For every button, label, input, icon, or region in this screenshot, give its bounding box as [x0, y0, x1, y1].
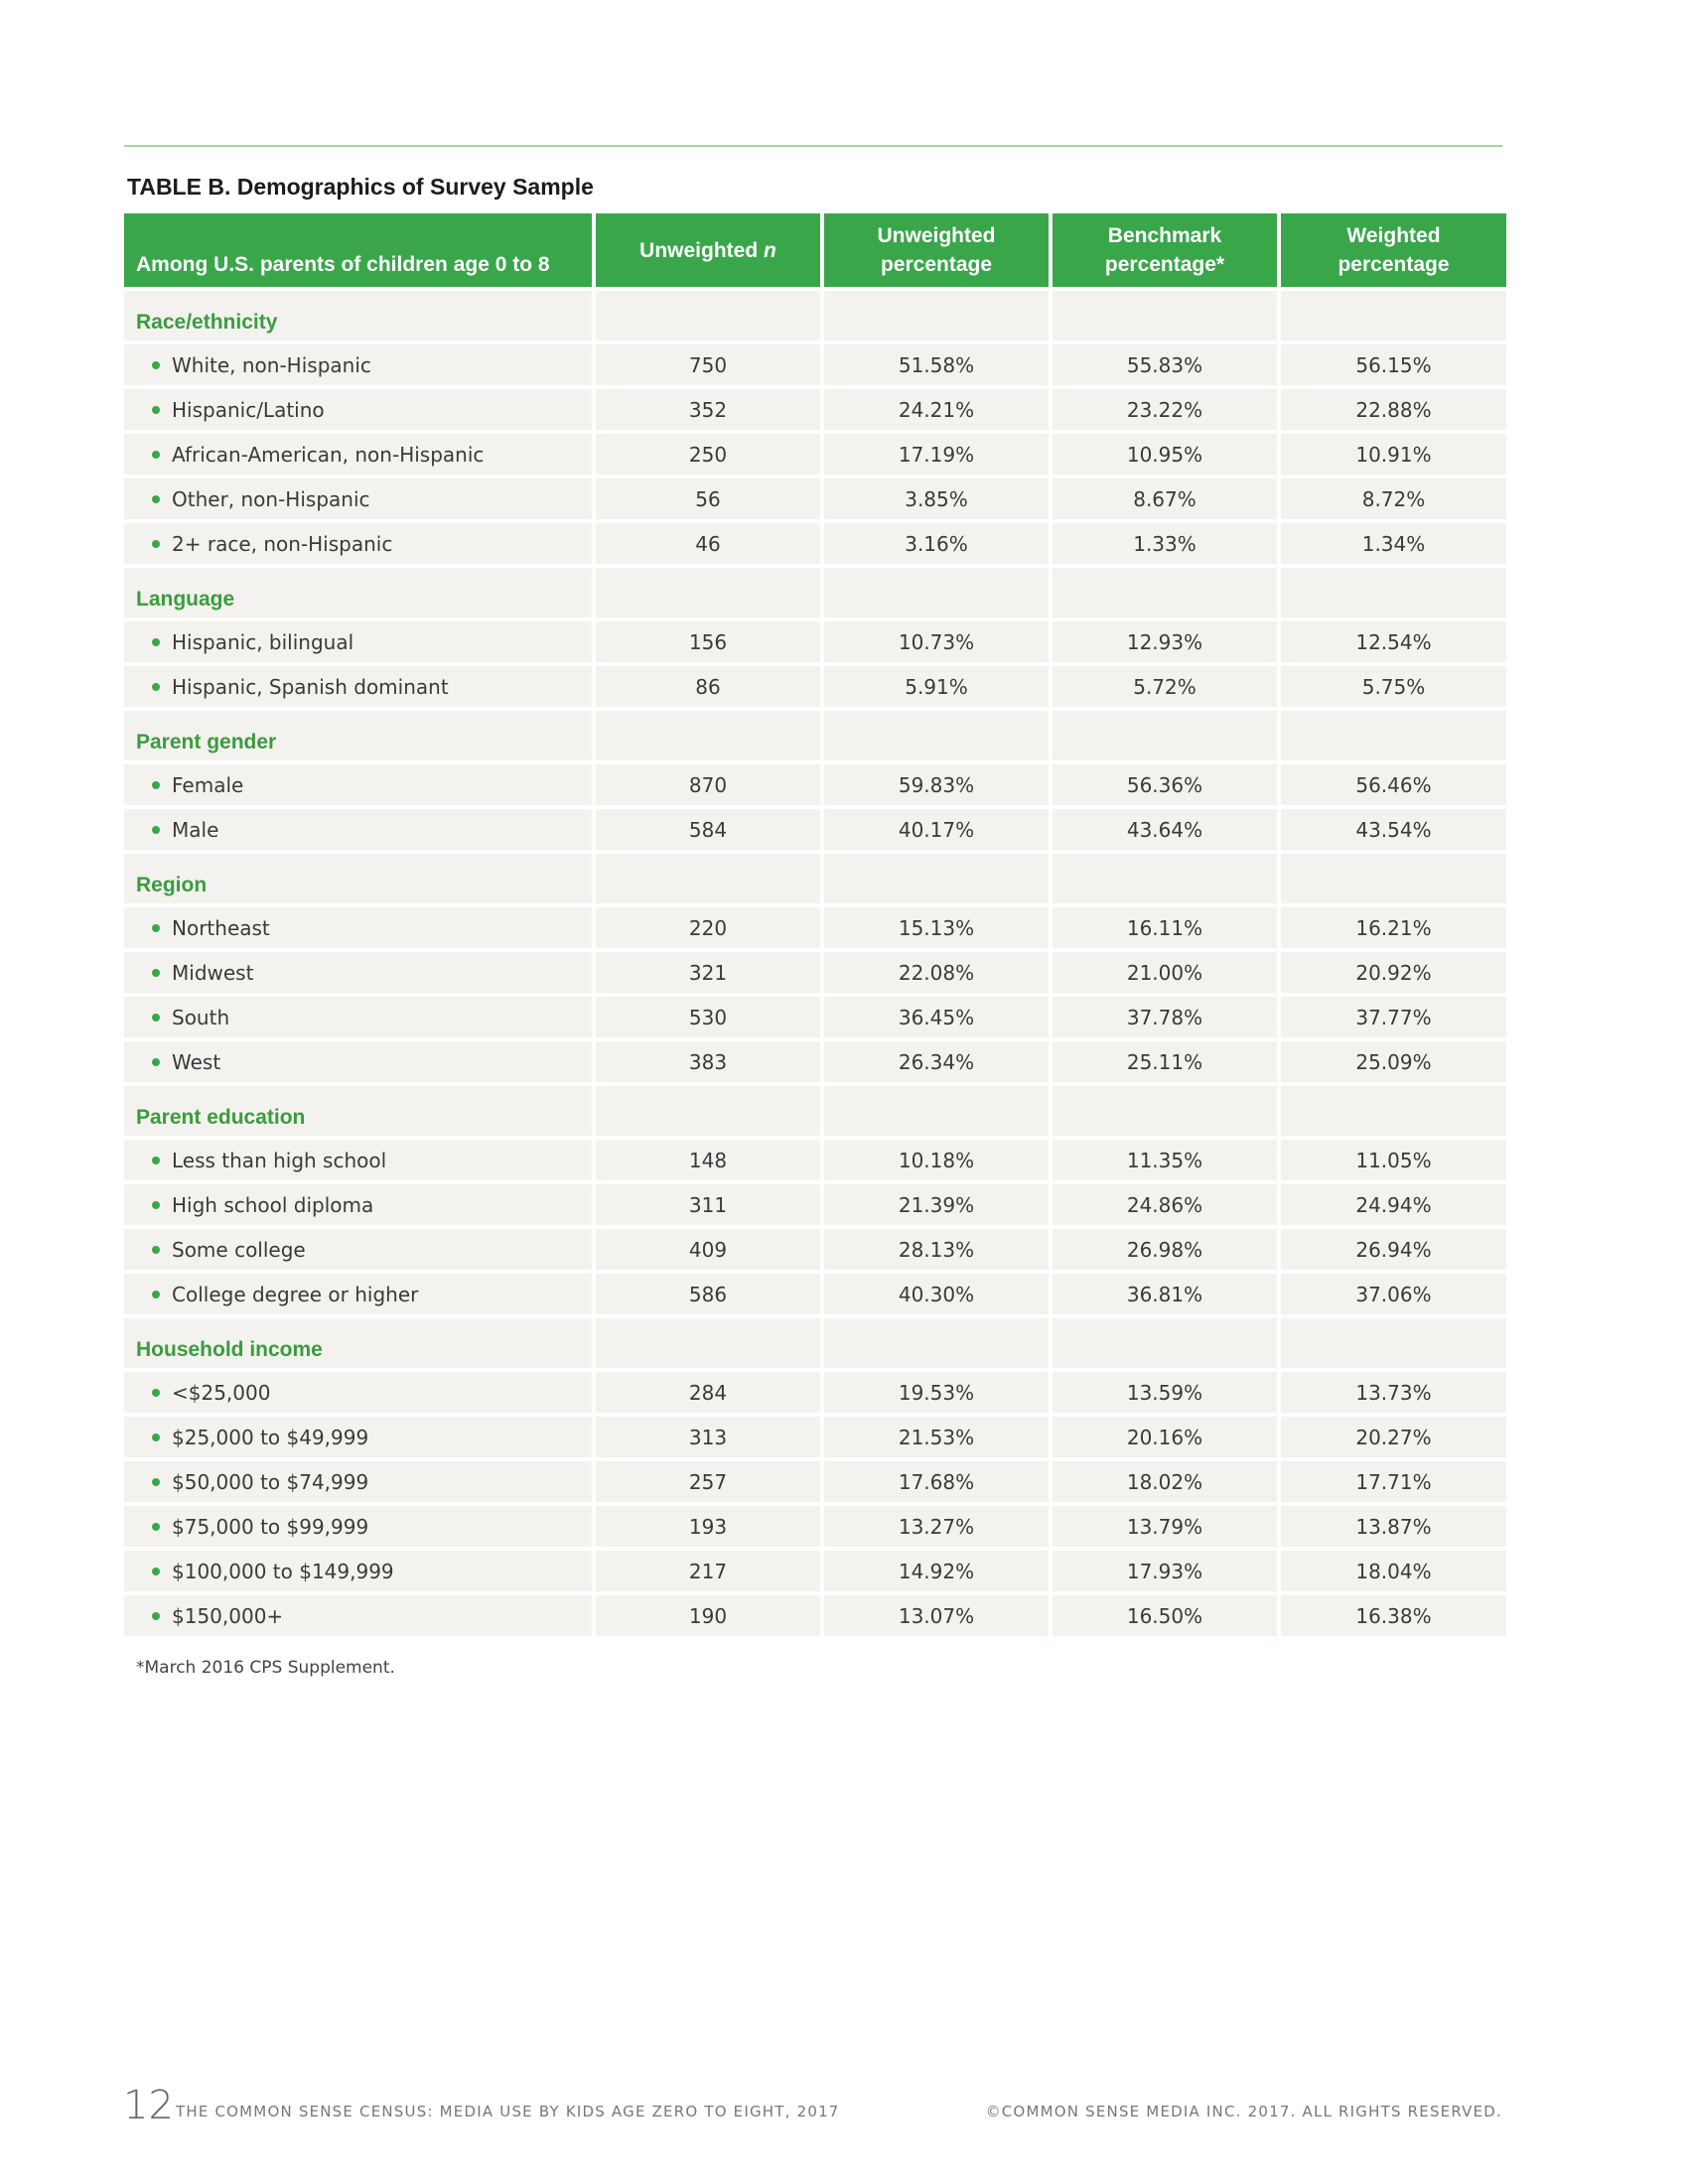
cell-unweighted-n: 352	[596, 389, 820, 430]
row-label-text: College degree or higher	[172, 1282, 419, 1306]
bullet-icon	[152, 924, 160, 932]
row-label-text: Midwest	[172, 960, 254, 985]
cell-unweighted-percentage: 17.68%	[824, 1461, 1049, 1502]
cell-weighted-percentage: 11.05%	[1281, 1140, 1506, 1180]
row-label	[124, 1551, 592, 1591]
section-blank-cell	[824, 854, 1049, 903]
page-number: 12	[123, 2083, 174, 2128]
section-blank-cell	[1281, 854, 1506, 903]
section-title: Region	[124, 854, 592, 903]
cell-benchmark-percentage: 13.79%	[1053, 1506, 1277, 1547]
cell-benchmark-percentage: 1.33%	[1053, 523, 1277, 564]
row-label-text: Other, non-Hispanic	[172, 486, 370, 511]
section-title: Language	[124, 568, 592, 617]
cell-unweighted-percentage: 40.30%	[824, 1274, 1049, 1314]
cell-unweighted-percentage: 40.17%	[824, 809, 1049, 850]
cell-weighted-percentage: 10.91%	[1281, 434, 1506, 475]
cell-benchmark-percentage: 17.93%	[1053, 1551, 1277, 1591]
cell-weighted-percentage: 56.15%	[1281, 344, 1506, 385]
header-unweighted-percentage: Unweighted percentage	[824, 213, 1049, 287]
row-label	[124, 1595, 592, 1636]
section-blank-cell	[1053, 568, 1277, 617]
cell-weighted-percentage: 24.94%	[1281, 1184, 1506, 1225]
row-label-text: African-American, non-Hispanic	[172, 442, 485, 467]
row-label	[124, 1417, 592, 1457]
copyright: ©COMMON SENSE MEDIA INC. 2017. ALL RIGHTS RESERVED.	[985, 2103, 1502, 2120]
top-rule	[124, 145, 1502, 147]
cell-benchmark-percentage: 24.86%	[1053, 1184, 1277, 1225]
cell-unweighted-percentage: 14.92%	[824, 1551, 1049, 1591]
cell-weighted-percentage: 16.38%	[1281, 1595, 1506, 1636]
cell-weighted-percentage: 20.92%	[1281, 952, 1506, 993]
row-label	[124, 809, 592, 850]
row-label-text: Female	[172, 772, 244, 797]
row-label	[124, 1461, 592, 1502]
header-unweighted-n: Unweighted n	[596, 213, 820, 287]
cell-unweighted-n: 313	[596, 1417, 820, 1457]
bullet-icon	[152, 1433, 160, 1441]
bullet-icon	[152, 1246, 160, 1254]
cell-benchmark-percentage: 16.50%	[1053, 1595, 1277, 1636]
cell-unweighted-n: 190	[596, 1595, 820, 1636]
cell-benchmark-percentage: 5.72%	[1053, 666, 1277, 707]
cell-benchmark-percentage: 21.00%	[1053, 952, 1277, 993]
section-blank-cell	[1281, 568, 1506, 617]
cell-unweighted-percentage: 26.34%	[824, 1041, 1049, 1082]
cell-unweighted-percentage: 3.85%	[824, 478, 1049, 519]
row-label-text: Hispanic/Latino	[172, 397, 325, 422]
cell-benchmark-percentage: 43.64%	[1053, 809, 1277, 850]
cell-unweighted-percentage: 22.08%	[824, 952, 1049, 993]
cell-unweighted-n: 584	[596, 809, 820, 850]
cell-benchmark-percentage: 11.35%	[1053, 1140, 1277, 1180]
cell-weighted-percentage: 8.72%	[1281, 478, 1506, 519]
section-blank-cell	[1281, 1086, 1506, 1136]
cell-unweighted-n: 257	[596, 1461, 820, 1502]
bullet-icon	[152, 638, 160, 646]
cell-benchmark-percentage: 8.67%	[1053, 478, 1277, 519]
row-label-text: Some college	[172, 1237, 306, 1262]
cell-unweighted-percentage: 17.19%	[824, 434, 1049, 475]
bullet-icon	[152, 451, 160, 459]
cell-unweighted-percentage: 24.21%	[824, 389, 1049, 430]
cell-unweighted-n: 220	[596, 907, 820, 948]
cell-unweighted-n: 56	[596, 478, 820, 519]
cell-unweighted-n: 750	[596, 344, 820, 385]
cell-unweighted-n: 86	[596, 666, 820, 707]
row-label	[124, 1506, 592, 1547]
cell-weighted-percentage: 18.04%	[1281, 1551, 1506, 1591]
row-label	[124, 389, 592, 430]
cell-weighted-percentage: 25.09%	[1281, 1041, 1506, 1082]
cell-benchmark-percentage: 12.93%	[1053, 621, 1277, 662]
cell-weighted-percentage: 37.06%	[1281, 1274, 1506, 1314]
cell-unweighted-percentage: 21.39%	[824, 1184, 1049, 1225]
bullet-icon	[152, 1523, 160, 1531]
cell-weighted-percentage: 16.21%	[1281, 907, 1506, 948]
cell-unweighted-n: 156	[596, 621, 820, 662]
row-label-text: White, non-Hispanic	[172, 352, 371, 377]
cell-unweighted-n: 383	[596, 1041, 820, 1082]
bullet-icon	[152, 1014, 160, 1022]
section-blank-cell	[1053, 291, 1277, 341]
section-blank-cell	[596, 1086, 820, 1136]
cell-unweighted-percentage: 13.27%	[824, 1506, 1049, 1547]
cell-benchmark-percentage: 25.11%	[1053, 1041, 1277, 1082]
section-blank-cell	[596, 568, 820, 617]
section-blank-cell	[1053, 854, 1277, 903]
section-title: Household income	[124, 1318, 592, 1368]
header-benchmark-percentage: Benchmark percentage*	[1053, 213, 1277, 287]
section-blank-cell	[596, 854, 820, 903]
cell-unweighted-n: 321	[596, 952, 820, 993]
row-label	[124, 1229, 592, 1270]
bullet-icon	[152, 1612, 160, 1620]
bullet-icon	[152, 781, 160, 789]
bullet-icon	[152, 406, 160, 414]
row-label-text: South	[172, 1005, 230, 1029]
cell-unweighted-n: 250	[596, 434, 820, 475]
row-label	[124, 1372, 592, 1413]
header-weighted-percentage: Weighted percentage	[1281, 213, 1506, 287]
bullet-icon	[152, 969, 160, 977]
cell-weighted-percentage: 22.88%	[1281, 389, 1506, 430]
row-label	[124, 523, 592, 564]
row-label-text: Northeast	[172, 915, 270, 940]
row-label	[124, 1184, 592, 1225]
section-title: Race/ethnicity	[124, 291, 592, 341]
row-label	[124, 952, 592, 993]
cell-unweighted-percentage: 10.73%	[824, 621, 1049, 662]
cell-benchmark-percentage: 23.22%	[1053, 389, 1277, 430]
table-title: TABLE B. Demographics of Survey Sample	[127, 174, 594, 200]
cell-benchmark-percentage: 37.78%	[1053, 997, 1277, 1037]
cell-unweighted-n: 870	[596, 764, 820, 805]
cell-unweighted-percentage: 36.45%	[824, 997, 1049, 1037]
row-label-text: 2+ race, non-Hispanic	[172, 531, 393, 556]
cell-benchmark-percentage: 26.98%	[1053, 1229, 1277, 1270]
cell-unweighted-percentage: 15.13%	[824, 907, 1049, 948]
row-label-text: $150,000+	[172, 1603, 284, 1628]
cell-weighted-percentage: 13.87%	[1281, 1506, 1506, 1547]
running-title: THE COMMON SENSE CENSUS: MEDIA USE BY KIDS AGE ZERO TO EIGHT, 2017	[176, 2103, 840, 2120]
section-blank-cell	[1281, 711, 1506, 760]
cell-benchmark-percentage: 20.16%	[1053, 1417, 1277, 1457]
row-label	[124, 1041, 592, 1082]
cell-benchmark-percentage: 16.11%	[1053, 907, 1277, 948]
bullet-icon	[152, 1201, 160, 1209]
bullet-icon	[152, 1157, 160, 1164]
cell-benchmark-percentage: 10.95%	[1053, 434, 1277, 475]
row-label-text: Less than high school	[172, 1148, 387, 1172]
cell-unweighted-percentage: 19.53%	[824, 1372, 1049, 1413]
cell-unweighted-percentage: 21.53%	[824, 1417, 1049, 1457]
cell-weighted-percentage: 26.94%	[1281, 1229, 1506, 1270]
section-blank-cell	[824, 1318, 1049, 1368]
cell-weighted-percentage: 56.46%	[1281, 764, 1506, 805]
section-blank-cell	[1053, 1318, 1277, 1368]
header-group: Among U.S. parents of children age 0 to 8	[124, 213, 592, 287]
section-blank-cell	[824, 568, 1049, 617]
row-label-text: Hispanic, Spanish dominant	[172, 674, 449, 699]
section-blank-cell	[824, 291, 1049, 341]
section-blank-cell	[1053, 1086, 1277, 1136]
section-title: Parent education	[124, 1086, 592, 1136]
cell-unweighted-n: 311	[596, 1184, 820, 1225]
bullet-icon	[152, 540, 160, 548]
row-label	[124, 907, 592, 948]
cell-weighted-percentage: 12.54%	[1281, 621, 1506, 662]
cell-unweighted-n: 284	[596, 1372, 820, 1413]
cell-unweighted-percentage: 51.58%	[824, 344, 1049, 385]
row-label-text: Male	[172, 817, 219, 842]
cell-weighted-percentage: 5.75%	[1281, 666, 1506, 707]
row-label	[124, 434, 592, 475]
cell-benchmark-percentage: 36.81%	[1053, 1274, 1277, 1314]
row-label	[124, 764, 592, 805]
row-label	[124, 344, 592, 385]
table-footnote: *March 2016 CPS Supplement.	[136, 1658, 395, 1678]
bullet-icon	[152, 495, 160, 503]
row-label	[124, 1140, 592, 1180]
cell-unweighted-percentage: 5.91%	[824, 666, 1049, 707]
row-label-text: West	[172, 1049, 221, 1074]
cell-unweighted-percentage: 59.83%	[824, 764, 1049, 805]
cell-unweighted-n: 148	[596, 1140, 820, 1180]
cell-unweighted-n: 586	[596, 1274, 820, 1314]
section-blank-cell	[824, 711, 1049, 760]
cell-weighted-percentage: 1.34%	[1281, 523, 1506, 564]
section-blank-cell	[596, 711, 820, 760]
section-blank-cell	[1053, 711, 1277, 760]
row-label-text: $25,000 to $49,999	[172, 1425, 369, 1449]
section-blank-cell	[596, 291, 820, 341]
bullet-icon	[152, 1389, 160, 1397]
bullet-icon	[152, 683, 160, 691]
section-title: Parent gender	[124, 711, 592, 760]
cell-unweighted-percentage: 3.16%	[824, 523, 1049, 564]
section-blank-cell	[1281, 291, 1506, 341]
cell-benchmark-percentage: 55.83%	[1053, 344, 1277, 385]
bullet-icon	[152, 826, 160, 834]
cell-weighted-percentage: 43.54%	[1281, 809, 1506, 850]
cell-benchmark-percentage: 18.02%	[1053, 1461, 1277, 1502]
cell-unweighted-n: 217	[596, 1551, 820, 1591]
section-blank-cell	[596, 1318, 820, 1368]
row-label	[124, 666, 592, 707]
row-label-text: High school diploma	[172, 1192, 374, 1217]
cell-benchmark-percentage: 13.59%	[1053, 1372, 1277, 1413]
cell-benchmark-percentage: 56.36%	[1053, 764, 1277, 805]
row-label-text: <$25,000	[172, 1380, 271, 1405]
cell-unweighted-n: 193	[596, 1506, 820, 1547]
row-label-text: Hispanic, bilingual	[172, 629, 354, 654]
section-blank-cell	[824, 1086, 1049, 1136]
row-label-text: $100,000 to $149,999	[172, 1559, 394, 1583]
cell-unweighted-n: 46	[596, 523, 820, 564]
section-blank-cell	[1281, 1318, 1506, 1368]
row-label	[124, 478, 592, 519]
cell-unweighted-percentage: 28.13%	[824, 1229, 1049, 1270]
bullet-icon	[152, 1568, 160, 1575]
bullet-icon	[152, 361, 160, 369]
cell-unweighted-n: 409	[596, 1229, 820, 1270]
cell-unweighted-n: 530	[596, 997, 820, 1037]
bullet-icon	[152, 1478, 160, 1486]
row-label	[124, 997, 592, 1037]
row-label	[124, 621, 592, 662]
cell-unweighted-percentage: 13.07%	[824, 1595, 1049, 1636]
cell-unweighted-percentage: 10.18%	[824, 1140, 1049, 1180]
row-label-text: $50,000 to $74,999	[172, 1469, 369, 1494]
cell-weighted-percentage: 17.71%	[1281, 1461, 1506, 1502]
cell-weighted-percentage: 20.27%	[1281, 1417, 1506, 1457]
demographics-table	[124, 213, 1502, 1636]
bullet-icon	[152, 1058, 160, 1066]
row-label	[124, 1274, 592, 1314]
row-label-text: $75,000 to $99,999	[172, 1514, 369, 1539]
bullet-icon	[152, 1291, 160, 1298]
cell-weighted-percentage: 13.73%	[1281, 1372, 1506, 1413]
cell-weighted-percentage: 37.77%	[1281, 997, 1506, 1037]
